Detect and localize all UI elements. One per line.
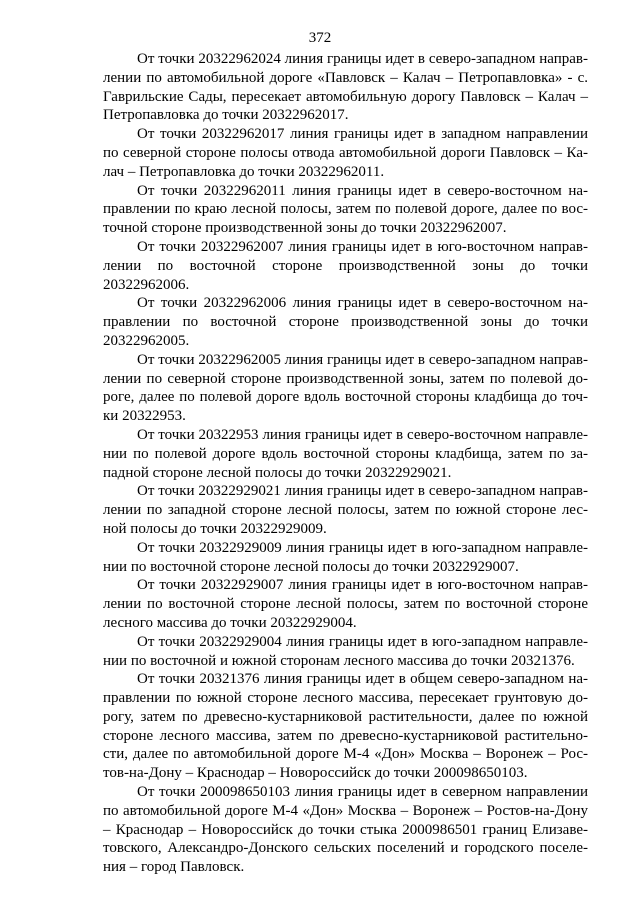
text-line: роге, далее по полевой дороге вдоль восточной стороны кладбища до точ- <box>103 389 588 406</box>
text-line: – Краснодар – Новороссийск до точки стыка 2000986501 границ Елизаве- <box>103 821 588 838</box>
paragraph-11 <box>103 633 588 671</box>
paragraph-4 <box>103 238 588 294</box>
text-line: нии по восточной и южной сторонам лесного массива до точки 20321376. <box>103 652 575 669</box>
text-line: 20322962006. <box>103 276 190 293</box>
paragraph-7 <box>103 426 588 482</box>
text-line: тов-на-Дону – Краснодар – Новороссийск до точки 200098650103. <box>103 765 528 782</box>
text-line: лении по северной стороне производственной зоны, затем по полевой до- <box>103 370 588 387</box>
text-line: правлении по южной стороне лесного массива, пересекает грунтовую до- <box>103 690 588 707</box>
document-body <box>103 50 588 877</box>
text-line: лач – Петропавловка до точки 20322962011. <box>103 163 385 180</box>
paragraph-8 <box>103 482 588 538</box>
paragraph-3 <box>103 182 588 238</box>
text-line: ки 20322953. <box>103 408 186 425</box>
text-line: От точки 20322929009 линия границы идет в юго-западном направле- <box>137 539 588 556</box>
text-line: От точки 20322962011 линия границы идет в северо-восточном на- <box>137 182 588 199</box>
text-line: по автомобильной дороге М-4 «Дон» Москва – Воронеж – Ростов-на-Дону <box>103 802 588 819</box>
page-number: 372 <box>308 30 332 46</box>
text-line: лесного массива до точки 20322929004. <box>103 614 357 631</box>
text-line: Гаврильские Сады, пересекает автомобильную дорогу Павловск – Калач – <box>103 88 588 105</box>
paragraph-10 <box>103 576 588 632</box>
text-line: От точки 20322962007 линия границы идет в юго-восточном направ- <box>137 238 588 255</box>
paragraph-9 <box>103 539 588 577</box>
text-line: рогу, затем по древесно-кустарниковой растительности, далее по южной <box>103 708 588 725</box>
text-line: нии по восточной стороне лесной полосы до точки 20322929007. <box>103 558 519 575</box>
text-line: ной полосы до точки 20322929009. <box>103 520 327 537</box>
text-line: От точки 20322929007 линия границы идет в юго-восточном направ- <box>137 577 588 594</box>
text-line: нии по полевой дороге вдоль восточной стороны кладбища, затем по за- <box>103 445 588 462</box>
text-line: Петропавловка до точки 20322962017. <box>103 107 349 124</box>
text-line: правлении по краю лесной полосы, затем по полевой дороге, далее по вос- <box>103 201 588 218</box>
paragraph-5 <box>103 294 588 350</box>
paragraph-6 <box>103 351 588 426</box>
text-line: ния – город Павловск. <box>103 859 245 876</box>
text-line: От точки 20322962024 линия границы идет в северо-западном направ- <box>137 51 588 67</box>
paragraph-13 <box>103 783 588 877</box>
text-line: лении по восточной стороне лесной полосы, затем по восточной стороне <box>103 596 588 613</box>
text-line: лении по западной стороне лесной полосы, затем по южной стороне лес- <box>103 502 588 519</box>
text-line: товского, Александро-Донского сельских поселений и городского поселе- <box>103 840 588 857</box>
text-line: От точки 20322929004 линия границы идет в юго-западном направле- <box>137 633 588 650</box>
text-line: От точки 20322962006 линия границы идет в северо-восточном на- <box>137 295 588 312</box>
text-line: сти, далее по автомобильной дороге М-4 «Дон» Москва – Воронеж – Рос- <box>103 746 588 763</box>
paragraph-12 <box>103 670 588 783</box>
paragraph-2 <box>103 125 588 181</box>
text-line: От точки 20321376 линия границы идет в общем северо-западном на- <box>137 671 588 688</box>
text-line: От точки 20322962005 линия границы идет в северо-западном направ- <box>137 351 588 368</box>
paragraph-1 <box>103 50 588 125</box>
text-line: От точки 20322929021 линия границы идет в северо-западном направ- <box>137 483 588 500</box>
text-line: От точки 20322962017 линия границы идет в западном направлении <box>137 126 588 143</box>
text-line: стороне лесного массива, затем по древесно-кустарниковой растительно- <box>103 727 588 744</box>
text-line: падной стороне лесной полосы до точки 20322929021. <box>103 464 452 481</box>
text-line: по северной стороне полосы отвода автомобильной дороги Павловск – Ка- <box>103 144 588 161</box>
text-line: правлении по восточной стороне производственной зоны до точки <box>103 314 588 331</box>
text-line: лении по восточной стороне производственной зоны до точки <box>103 257 588 274</box>
text-line: От точки 20322953 линия границы идет в северо-восточном направле- <box>137 426 588 443</box>
text-line: От точки 200098650103 линия границы идет в северном направлении <box>137 784 588 801</box>
text-line: 20322962005. <box>103 332 190 349</box>
text-line: лении по автомобильной дороге «Павловск – Калач – Петропавловка» - с. <box>103 69 588 86</box>
text-line: точной стороне производственной зоны до точки 20322962007. <box>103 220 507 237</box>
